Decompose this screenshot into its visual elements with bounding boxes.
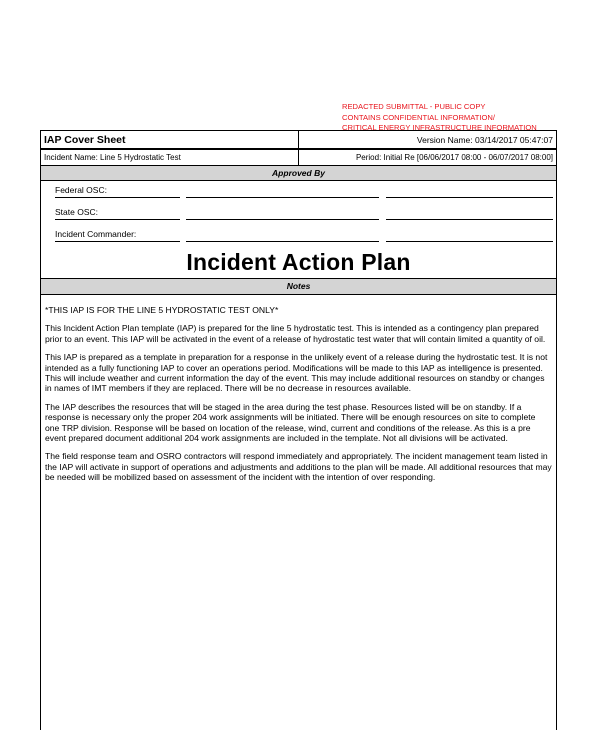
- iap-cover-sheet: [40, 130, 557, 730]
- federal-osc-line-3: [386, 197, 553, 198]
- notes-paragraph: *THIS IAP IS FOR THE LINE 5 HYDROSTATIC TEST ONLY*: [45, 305, 279, 315]
- redaction-line: REDACTED SUBMITTAL - PUBLIC COPY: [342, 102, 486, 111]
- incident-name: Incident Name: Line 5 Hydrostatic Test: [41, 150, 299, 165]
- incident-commander-line-1: [55, 241, 180, 242]
- approved-by-bar: [41, 165, 556, 181]
- page-title: Incident Action Plan: [186, 249, 411, 275]
- incident-row: [41, 149, 556, 165]
- state-osc-label: State OSC:: [55, 207, 98, 217]
- operational-period: Period: Initial Re [06/06/2017 08:00 - 06/07/2017 08:00]: [355, 153, 553, 162]
- incident-commander-line-2: [186, 241, 379, 242]
- federal-osc-label: Federal OSC:: [55, 185, 107, 195]
- header-row: [41, 130, 556, 149]
- approved-by-label: Approved By: [272, 168, 325, 178]
- notes-paragraph: The field response team and OSRO contractors will respond immediately and appropriately. The incident management team listed in the IAP will activate in support of operations and adjustments and additions to the plan will be made. All additional resources that may be needed will be mobilized based on assessment of the incident with the intention of over responding.: [45, 451, 552, 483]
- notes-body: [45, 305, 552, 491]
- redaction-line: CRITICAL ENERGY INFRASTRUCTURE INFORMATION: [342, 123, 537, 132]
- federal-osc-line-1: [55, 197, 180, 198]
- sheet-title: IAP Cover Sheet: [41, 131, 299, 148]
- incident-commander-label: Incident Commander:: [55, 229, 137, 239]
- redaction-line: CONTAINS CONFIDENTIAL INFORMATION/: [342, 112, 496, 122]
- version-name: Version Name: 03/14/2017 05:47:07: [416, 135, 553, 145]
- redaction-notice: [342, 102, 537, 134]
- notes-paragraph: This IAP is prepared as a template in preparation for a response in the unlikely event of a release during the hydrostatic test. It is not intended as a fully functioning IAP to cover an operations period. Modifications will be made to this IAP as intelligence is presented. This will include weather and current information the day of the event. This may include additional resources on standby or changes in names of IMT members if they are replaced. There will be no decrease in resources available.: [45, 352, 548, 394]
- notes-label: Notes: [286, 281, 311, 291]
- notes-paragraph: This Incident Action Plan template (IAP) is prepared for the line 5 hydrostatic test. This is intended as a contingency plan prepared prior to an event. This IAP will be activated in the event of a release of hydrostatic test water that will contain limited a quantity of oil.: [45, 323, 546, 344]
- incident-commander-line-3: [386, 241, 553, 242]
- state-osc-line-3: [386, 219, 553, 220]
- federal-osc-line-2: [186, 197, 379, 198]
- state-osc-line-1: [55, 219, 180, 220]
- notes-paragraph: The IAP describes the resources that will be staged in the area during the test phase. Resources listed will be on standby. If a response is necessary only the proper 204 work assignments will be initiated. There will be enough resources on site to complete one TRP division. Response will be based on location of the release, wind, current and conditions of the release. As this is a pre event prepared document additional 204 work assignments are included in the template. Not all divisions will be activated.: [45, 401, 536, 444]
- state-osc-line-2: [186, 219, 379, 220]
- notes-bar: [41, 278, 556, 295]
